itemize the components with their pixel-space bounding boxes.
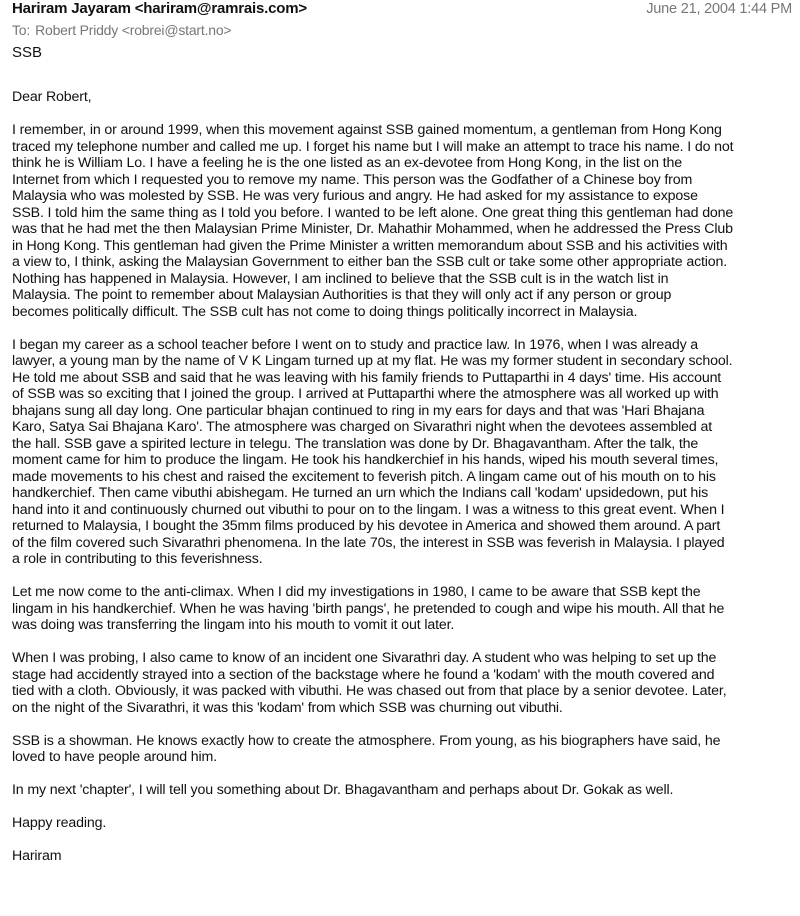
paragraph-line: of SSB was so exciting that I joined the group. I arrived at Puttaparthi where the atmosphere was all worked up with (12, 386, 719, 402)
paragraph-line: a view to, I think, asking the Malaysian Government to either ban the SSB cult or take some other appropriate action. (12, 254, 728, 270)
paragraph-line: loved to have people around him. (12, 749, 218, 765)
paragraph-line: I began my career as a school teacher before I went on to study and practice law. In 1976, when I was already a (12, 336, 699, 353)
paragraph-line: Nothing has happened in Malaysia. However, I am inclined to believe that the SSB cult is in the watch list in (12, 270, 669, 287)
paragraphs (12, 122, 798, 832)
paragraph-line: on the night of the Sivarathri, it was this 'kodam' from which SSB was churning out vibuthi. (12, 699, 563, 716)
paragraph-line: SSB is a showman. He knows exactly how to create the atmosphere. From young, as his biographers have said, he (12, 732, 721, 749)
paragraph (12, 782, 798, 799)
paragraph-line: Malaysia who was molested by SSB. He was very furious and angry. He had asked for my assistance to expose (12, 188, 698, 204)
paragraph-line: When I was probing, I also came to know of an incident one Sivarathri day. A student who was helping to set up the (12, 650, 717, 666)
paragraph-line: SSB. I told him the same thing as I told you before. I wanted to be left alone. One great thing this gentleman had done (12, 204, 734, 221)
paragraph-line: in Hong Kong. This gentleman had given the Prime Minister a written memorandum about SSB and his activities with (12, 237, 728, 254)
signature: Hariram (12, 848, 62, 864)
paragraph-line: Let me now come to the anti-climax. When I did my investigations in 1980, I came to be aware that SSB kept the (12, 584, 701, 600)
paragraph-line: I remember, in or around 1999, when this movement against SSB gained momentum, a gentleman from Hong Kong (12, 122, 722, 138)
recipient-line (12, 22, 231, 38)
paragraph-line: think he is William Lo. I have a feeling he is the one listed as an ex-devotee from Hong Kong, in the list on the (12, 155, 682, 171)
greeting: Dear Robert, (12, 89, 92, 105)
paragraph-line: hand into it and continuously churned out vibuthi to pour on to the lingam. I was a witness to this great event. When I (12, 501, 725, 518)
paragraph (12, 122, 798, 320)
paragraph-line: was that he had met the then Malaysian Prime Minister, Dr. Mahathir Mohammed, when he addressed the Press Club (12, 221, 733, 237)
paragraph (12, 733, 798, 766)
paragraph-line: of the film covered such Sivarathri phenomena. In the late 70s, the interest in SSB was feverish in Malaysia. I played (12, 534, 725, 551)
to-label: To: (12, 22, 31, 38)
paragraph-line: a role in contributing to this feverishness. (12, 551, 263, 567)
paragraph-line: traced my telephone number and called me up. I forget his name but I will make an attempt to trace his name. I do not (12, 138, 734, 155)
paragraph-line: the hall. SSB gave a spirited lecture in telegu. The translation was done by Dr. Bhagavantham. After the talk, the (12, 435, 699, 452)
paragraph-line: In my next 'chapter', I will tell you something about Dr. Bhagavantham and perhaps about Dr. Gokak as well. (12, 782, 674, 798)
paragraph (12, 650, 798, 716)
paragraph (12, 584, 798, 634)
paragraph-line: tied with a cloth. Obviously, it was packed with vibuthi. He was chased out from that place by a senior devotee. Later, (12, 683, 727, 699)
paragraph-line: Malaysia. The point to remember about Malaysian Authorities is that they will only act if any person or group (12, 287, 672, 303)
paragraph (12, 337, 798, 568)
sent-date: June 21, 2004 1:44 PM (646, 1, 792, 17)
paragraph-line: He told me about SSB and said that he was leaving with his family friends to Puttaparthi in 4 days' time. His account (12, 369, 722, 386)
paragraph-line: returned to Malaysia, I bought the 35mm films produced by his devotee in America and showed them around. A part (12, 518, 721, 534)
paragraph-line: Happy reading. (12, 815, 107, 831)
paragraph-line: made movements to his chest and raised the excitement to feverish pitch. A lingam came out of his mouth on to his (12, 468, 716, 485)
email-body (12, 89, 798, 881)
email-header (0, 0, 800, 70)
paragraph-line: bhajans sung all day long. One particular bhajan continued to ring in my ears for days and that was 'Hari Bhajana (12, 402, 705, 419)
recipient[interactable]: Robert Priddy <robrei@start.no> (35, 22, 232, 38)
sender[interactable]: Hariram Jayaram <hariram@ramrais.com> (12, 0, 307, 17)
paragraph-line: lawyer, a young man by the name of V K Lingam turned up at my flat. He was my former student in secondary school. (12, 353, 733, 369)
paragraph (12, 815, 798, 832)
paragraph-line: Karo, Satya Sai Bhajana Karo'. The atmosphere was charged on Sivarathri night when the devotees assembled at (12, 419, 712, 435)
paragraph-line: stage had accidently strayed into a section of the backstage where he found a 'kodam' with the mouth covered and (12, 666, 715, 683)
paragraph-line: handkerchief. Then came vibuthi abishegam. He turned an urn which the Indians call 'kodam' upsidedown, put his (12, 485, 709, 501)
paragraph-line: becomes politically difficult. The SSB cult has not come to doing things politically incorrect in Malaysia. (12, 303, 638, 320)
paragraph-line: moment came for him to produce the lingam. He took his handkerchief in his hands, wiped his mouth several times, (12, 452, 719, 468)
paragraph-line: was doing was transferring the lingam into his mouth to vomit it out later. (12, 617, 455, 633)
subject: SSB (12, 44, 43, 61)
paragraph-line: lingam in his handkerchief. When he was having 'birth pangs', he pretended to cough and wipe his mouth. All that he (12, 600, 725, 617)
paragraph-line: Internet from which I requested you to remove my name. This person was the Godfather of a Chinese boy from (12, 171, 693, 188)
